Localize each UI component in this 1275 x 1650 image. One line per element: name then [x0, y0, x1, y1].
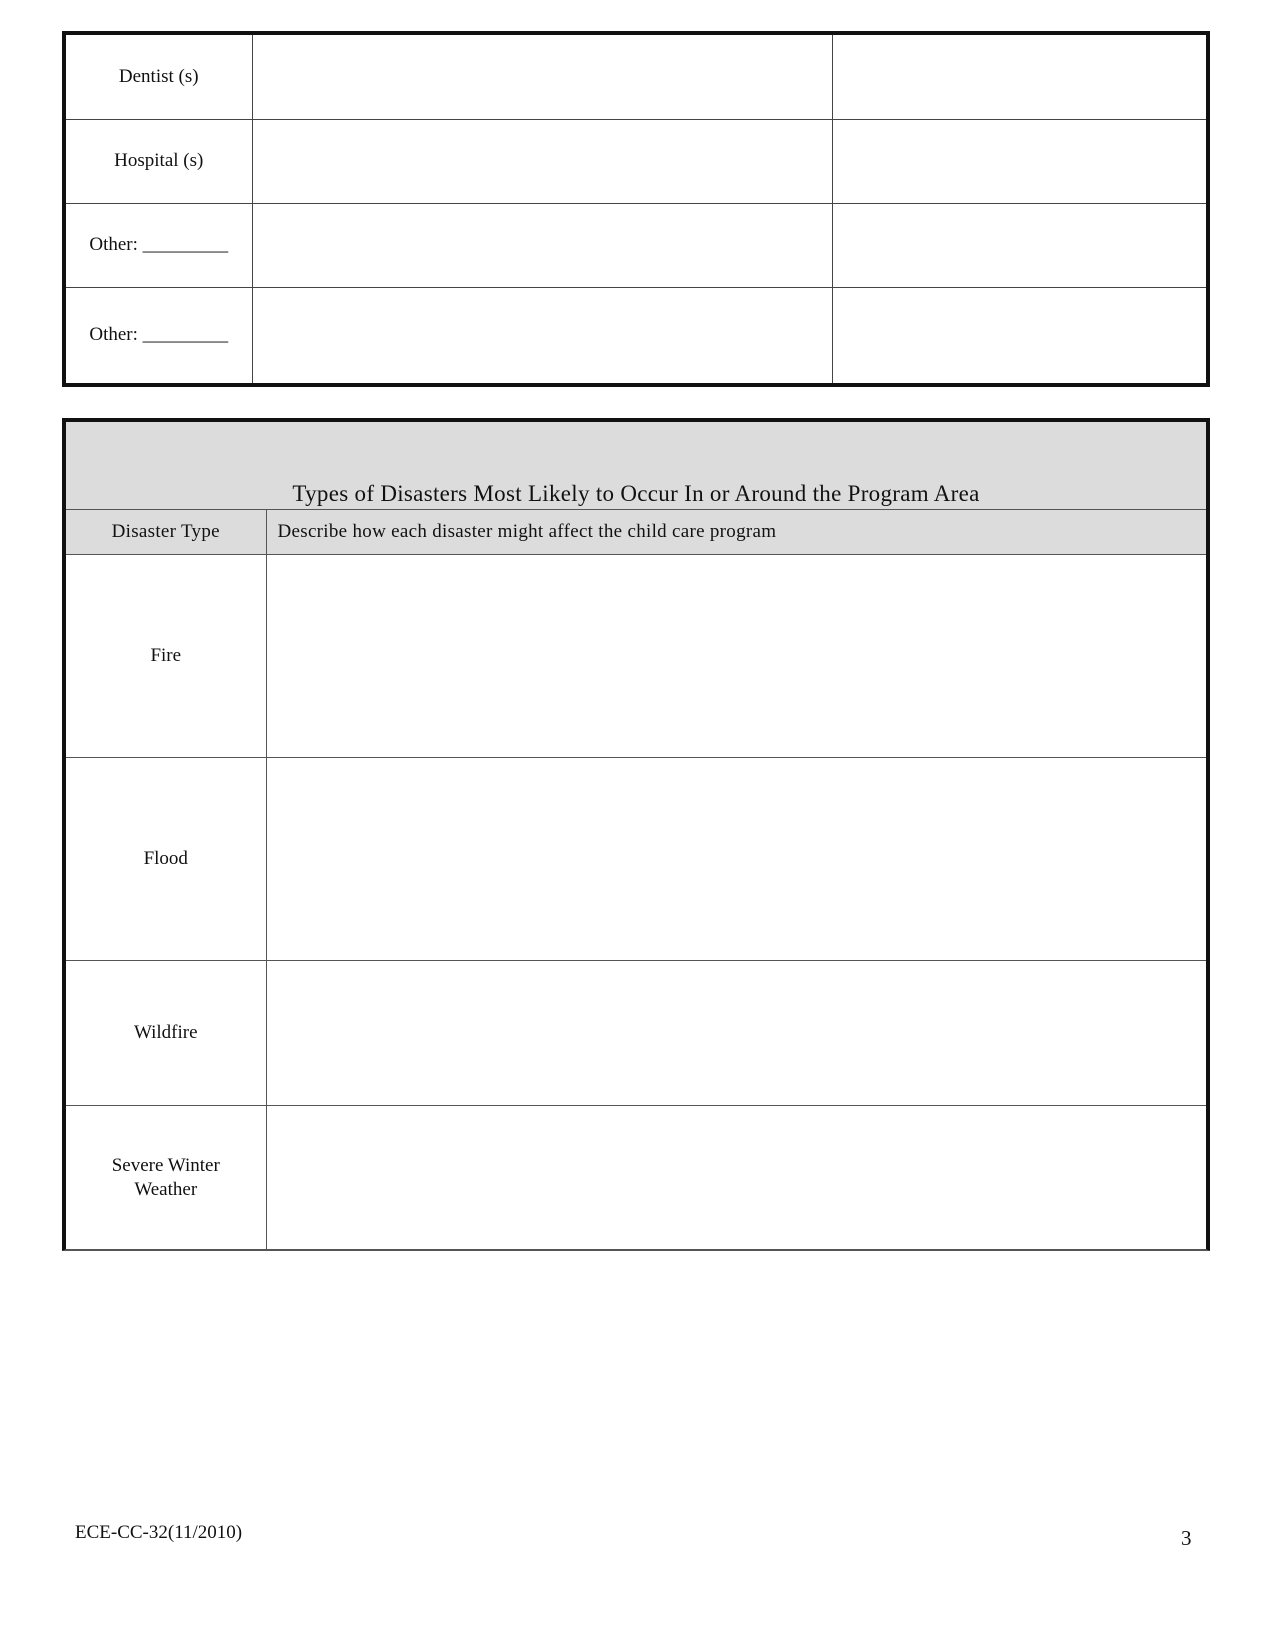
contacts-table	[62, 31, 1210, 387]
column-header-description: Describe how each disaster might affect the child care program	[266, 510, 1206, 555]
table-row	[66, 961, 1206, 1106]
form-id: ECE-CC-32(11/2010)	[75, 1522, 243, 1543]
hospital-phone-field[interactable]	[832, 119, 1206, 203]
disaster-type-label: Wildfire	[133, 1022, 198, 1043]
disasters-title-bar	[66, 422, 1206, 510]
other-2-name-field[interactable]	[252, 287, 832, 383]
contact-label-hospital: Hospital (s)	[66, 119, 252, 203]
contact-label-dentist: Dentist (s)	[66, 35, 252, 119]
header-row	[66, 510, 1206, 555]
flood-description-field[interactable]	[266, 758, 1206, 961]
dentist-name-field[interactable]	[252, 35, 832, 119]
table-row	[66, 758, 1206, 961]
contact-label-other-1: Other: _________	[66, 203, 252, 287]
wildfire-description-field[interactable]	[266, 961, 1206, 1106]
disasters-title: Types of Disasters Most Likely to Occur In or Around the Program Area	[292, 481, 980, 506]
contact-label-other-2: Other: _________	[66, 287, 252, 383]
table-row	[66, 1106, 1206, 1250]
column-header-disaster-type: Disaster Type	[66, 510, 266, 555]
disaster-type-severe-winter-weather	[66, 1106, 266, 1250]
hospital-name-field[interactable]	[252, 119, 832, 203]
disaster-type-label: Severe Winter Weather	[111, 1154, 220, 1200]
disasters-table	[62, 418, 1210, 1251]
disaster-type-fire	[66, 555, 266, 758]
other-1-name-field[interactable]	[252, 203, 832, 287]
table-row	[66, 119, 1206, 203]
disaster-type-flood	[66, 758, 266, 961]
disaster-type-label: Flood	[143, 848, 188, 869]
dentist-phone-field[interactable]	[832, 35, 1206, 119]
table-row	[66, 287, 1206, 383]
severe-winter-weather-description-field[interactable]	[266, 1106, 1206, 1250]
table-row	[66, 35, 1206, 119]
page-number: 3	[1181, 1526, 1192, 1550]
table-row	[66, 555, 1206, 758]
fire-description-field[interactable]	[266, 555, 1206, 758]
other-2-phone-field[interactable]	[832, 287, 1206, 383]
disaster-type-wildfire	[66, 961, 266, 1106]
table-row	[66, 203, 1206, 287]
other-1-phone-field[interactable]	[832, 203, 1206, 287]
disaster-type-label: Fire	[150, 645, 182, 666]
